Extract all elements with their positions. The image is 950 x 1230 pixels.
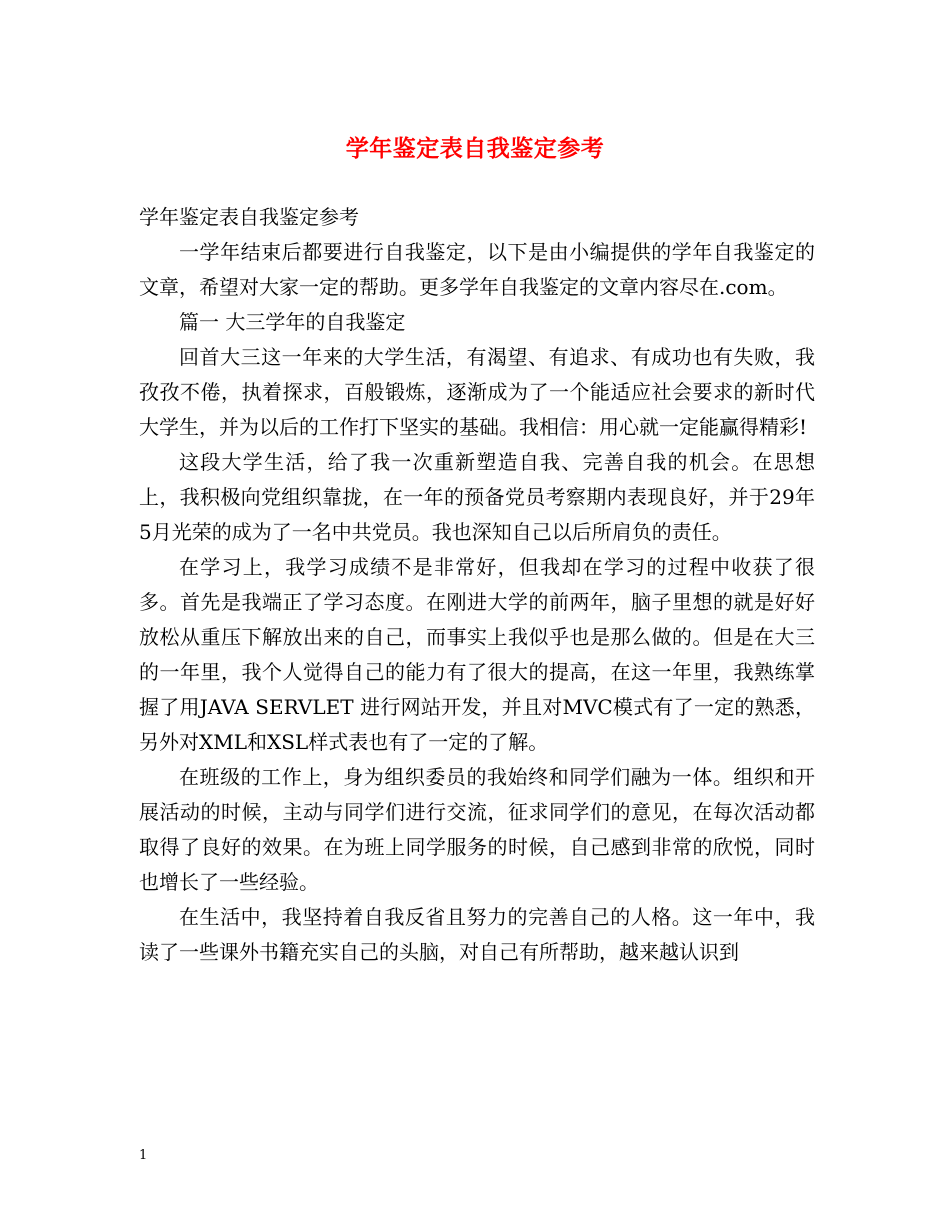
- paragraph: 在生活中，我坚持着自我反省且努力的完善自己的人格。这一年中，我读了一些课外书籍充实自己的头脑，对自己有所帮助，越来越认识到: [139, 905, 815, 964]
- document-title: 学年鉴定表自我鉴定参考: [345, 135, 605, 162]
- paragraph: 在学习上，我学习成绩不是非常好，但我却在学习的过程中收获了很多。首先是我端正了学习态度。在刚进大学的前两年，脑子里想的就是好好放松从重压下解放出来的自己，而事实上我似乎也是那么做的。但是在大三的一年里，我个人觉得自己的能力有了很大的提高，在这一年里，我熟练掌握了用JAVA SERVLET 进行网站开发，并且对MVC模式有了一定的熟悉，另外对XML和XSL样式表也有了一定的了解。: [139, 555, 815, 754]
- paragraph-intro: 一学年结束后都要进行自我鉴定，以下是由小编提供的学年自我鉴定的文章，希望对大家一定的帮助。更多学年自我鉴定的文章内容尽在.com。: [139, 240, 815, 299]
- section-heading: 篇一 大三学年的自我鉴定: [179, 310, 406, 334]
- paragraph: 在班级的工作上，身为组织委员的我始终和同学们融为一体。组织和开展活动的时候，主动与同学们进行交流，征求同学们的意见，在每次活动都取得了良好的效果。在为班上同学服务的时候，自己感到非常的欣悦，同时也增长了一些经验。: [139, 765, 815, 894]
- document-body: [139, 200, 815, 970]
- paragraph-heading: 学年鉴定表自我鉴定参考: [139, 205, 359, 229]
- paragraph: 这段大学生活，给了我一次重新塑造自我、完善自我的机会。在思想上，我积极向党组织靠拢，在一年的预备党员考察期内表现良好，并于29年5月光荣的成为了一名中共党员。我也深知自己以后所肩负的责任。: [139, 450, 815, 544]
- page-number: 1: [139, 1148, 148, 1163]
- paragraph: 回首大三这一年来的大学生活，有渴望、有追求、有成功也有失败，我孜孜不倦，执着探求，百般锻炼，逐渐成为了一个能适应社会要求的新时代大学生，并为以后的工作打下坚实的基础。我相信：用心就一定能赢得精彩!: [139, 345, 815, 439]
